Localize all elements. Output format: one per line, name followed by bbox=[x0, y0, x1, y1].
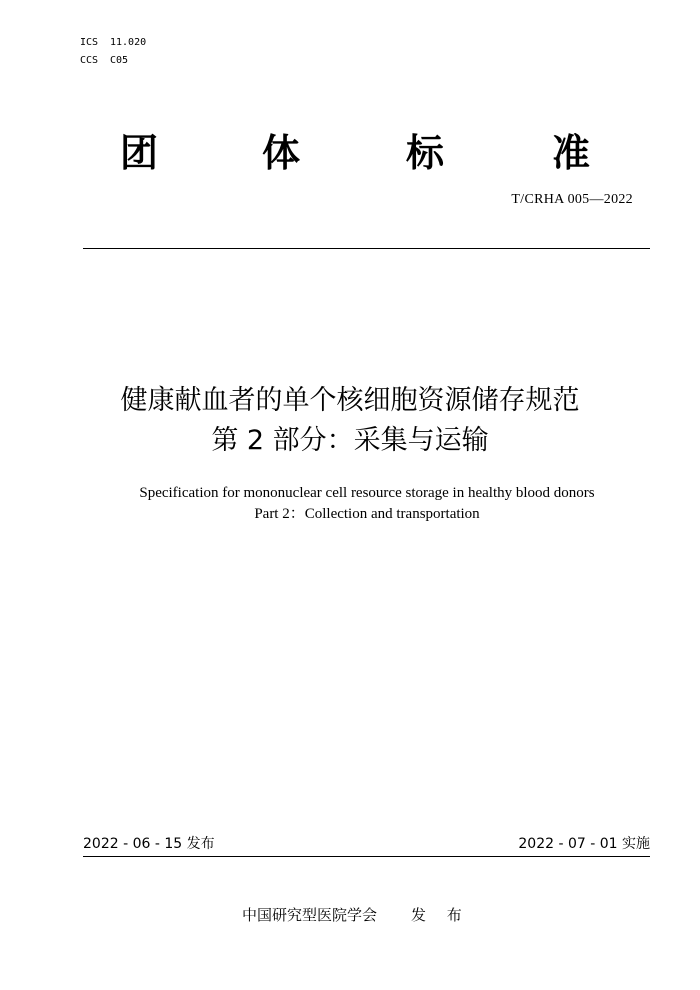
ics-code-row bbox=[80, 34, 146, 52]
issue-date: 2022 - 06 - 15 发布 bbox=[83, 836, 215, 852]
title-char-3: 标 bbox=[406, 131, 445, 175]
english-title-line-1: Specification for mononuclear cell resource storage in healthy blood donors bbox=[139, 485, 595, 501]
chinese-title-line-1: 健康献血者的单个核细胞资源储存规范 bbox=[120, 385, 580, 416]
title-char-2: 体 bbox=[262, 131, 301, 175]
english-title-line-2: Part 2：Collection and transportation bbox=[254, 506, 480, 522]
header-divider bbox=[83, 248, 650, 249]
document-type-title bbox=[0, 128, 700, 184]
publisher-line bbox=[242, 904, 470, 926]
publisher-action: 发 布 bbox=[411, 906, 470, 924]
title-char-1: 团 bbox=[120, 131, 159, 175]
implementation-date: 2022 - 07 - 01 实施 bbox=[518, 836, 650, 852]
ics-value: 11.020 bbox=[110, 37, 147, 48]
standard-number: T/CRHA 005—2022 bbox=[511, 192, 633, 207]
footer-divider bbox=[83, 856, 650, 857]
classification-codes bbox=[80, 34, 146, 70]
chinese-title-line-2: 第 2 部分：采集与运输 bbox=[211, 425, 489, 456]
title-char-4: 准 bbox=[552, 131, 591, 175]
ccs-value: C05 bbox=[110, 55, 129, 66]
ccs-code-row bbox=[80, 52, 146, 70]
publisher-name: 中国研究型医院学会 bbox=[242, 906, 378, 924]
ics-label: ICS bbox=[80, 37, 99, 48]
ccs-label: CCS bbox=[80, 55, 99, 66]
